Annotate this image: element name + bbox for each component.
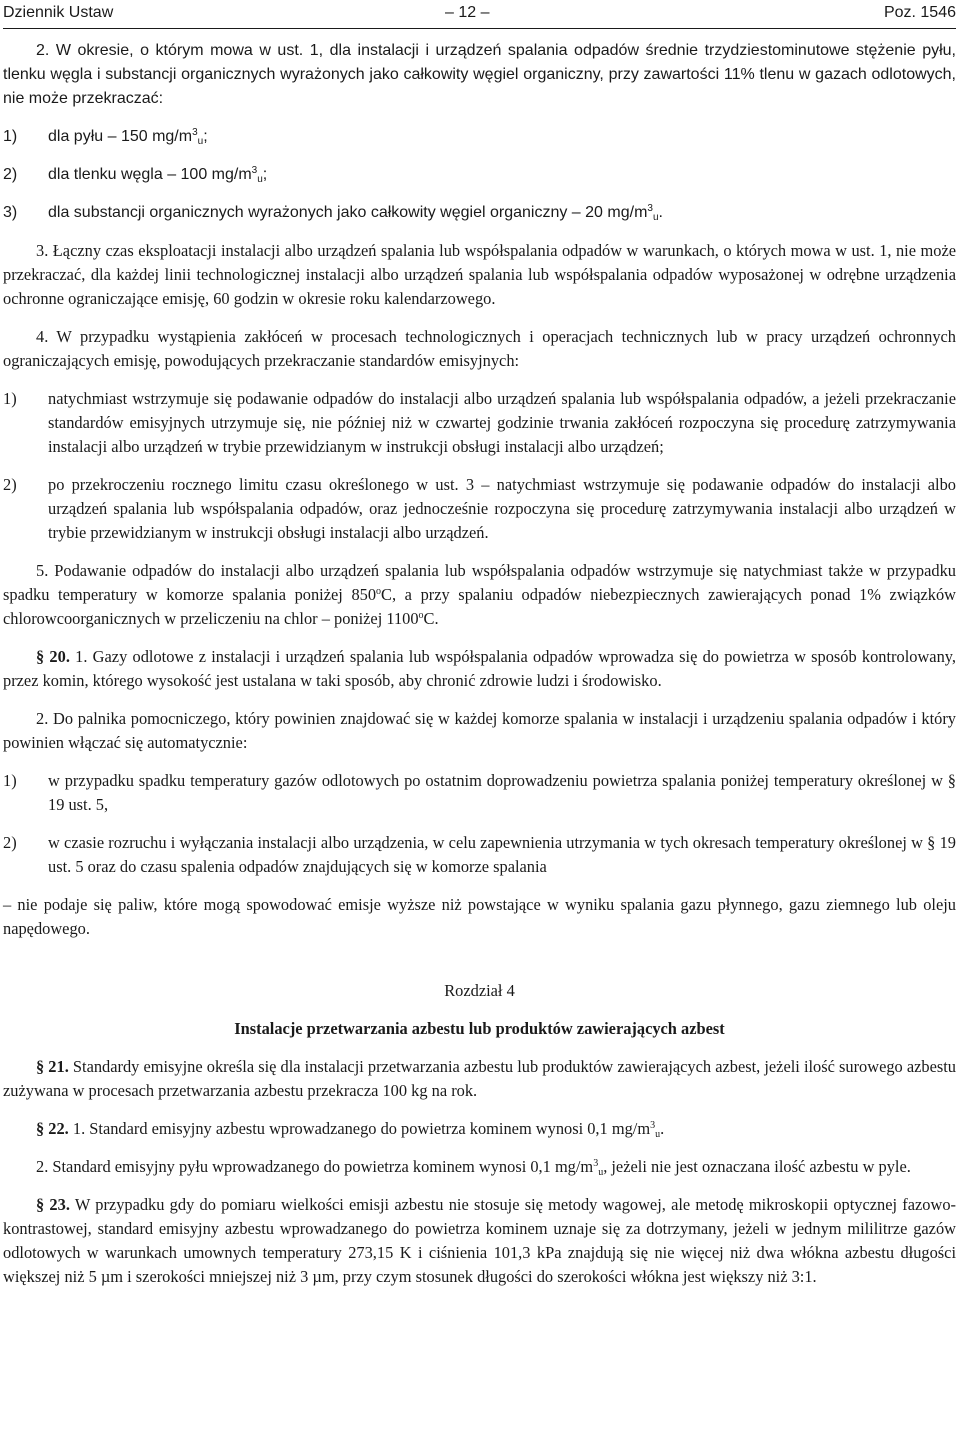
section-22-paragraph-2: 2. Standard emisyjny pyłu wprowadzanego do powietrza kominem wynosi 0,1 $mg/m^3_u$, jeżeli nie jest oznaczana ilość azbestu w pyle. bbox=[36, 1157, 911, 1178]
section-number: § 20. bbox=[36, 647, 70, 666]
list-item: 3) dla substancji organicznych wyrażonych jako całkowity węgiel organiczny – 20 $mg/m^3_u$. bbox=[3, 203, 663, 223]
section-21: § 21. Standardy emisyjne określa się dla instalacji przetwarzania azbestu lub produktów zawierających azbest, jeżeli ilość surowego azbestu zużywana w procesach przetwarzania azbestu przekracza 100 kg na rok. bbox=[3, 1057, 957, 1100]
paragraph-19-3: 3. Łączny czas eksploatacji instalacji albo urządzeń spalania lub współspalania odpadów w warunkach, o których mowa w ust. 1, nie może przekraczać, dla każdej linii technologicznej instalacji albo urządzeń spalania lub współspalania odpadów wyposażonej w odrębne urządzenia ochronne ograniczające emisję, 60 godzin w okresie roku kalendarzowego. bbox=[3, 241, 956, 308]
list-item: 1) w przypadku spadku temperatury gazów odlotowych po ostatnim doprowadzeniu powietrza spalania poniżej temperatury określonej w § 19 ust. 5, bbox=[3, 771, 956, 814]
paragraph-19-2: 2. W okresie, o którym mowa w ust. 1, dla instalacji i urządzeń spalania odpadów średnie trzydziestominutowe stężenie pyłu, tlenku węgla i substancji organicznych wyrażonych jako całkowity węgiel organiczny, przy zawartości 11% tlenu w gazach odlotowych, nie może przekraczać: bbox=[3, 42, 956, 107]
page-header bbox=[3, 1, 956, 25]
paragraph-19-5: 5. Podawanie odpadów do instalacji albo urządzeń spalania lub współspalania odpadów wstrzymuje się natychmiast także w przypadku spadku temperatury w komorze spalania poniżej 850$^o$C, a przy spalaniu odpadów niebezpiecznych zawierających ponad 1% związków chlorowcoorganicznych w przeliczeniu na chlor – poniżej 1100$^o$C. bbox=[3, 561, 956, 628]
chapter-label: Rozdział 4 bbox=[444, 981, 515, 1000]
section-23: § 23. W przypadku gdy do pomiaru wielkości emisji azbestu nie stosuje się metody wagowej, ale metodę mikroskopii optycznej fazowo-kontrastowej, standard emisyjny azbestu wprowadzanego do powietrza kominem uznaje się za dotrzymany, jeżeli w jednym mililitrze gazów odlotowych w warunkach umownych temperatury 273,15 K i ciśnienia 101,3 kPa znajdują się nie więcej niż dwa włókna azbestu długości większej niż 5 µm i szerokości mniejszej niż 3 µm, przy czym stosunek długości do szerokości włókna jest większy niż 3:1. bbox=[3, 1195, 956, 1286]
list-item: 2) w czasie rozruchu i wyłączania instalacji albo urządzenia, w celu zapewnienia utrzymania w tych okresach temperatury określonej w § 19 ust. 5 oraz do czasu spalenia odpadów znajdujących się w komorze spalania bbox=[3, 833, 956, 876]
list-item: 2) dla tlenku węgla – 100 $mg/m^3_u$; bbox=[3, 165, 268, 185]
list-item: 1) dla pyłu – 150 $mg/m^3_u$; bbox=[3, 127, 208, 147]
document-page bbox=[3, 0, 956, 1289]
position-number: Poz. 1546 bbox=[883, 4, 956, 21]
chapter-title: Instalacje przetwarzania azbestu lub produktów zawierających azbest bbox=[234, 1019, 725, 1038]
section-number: § 22. bbox=[36, 1119, 69, 1138]
list-item: 1) natychmiast wstrzymuje się podawanie odpadów do instalacji albo urządzeń spalania lub współspalania odpadów, a jeżeli przekraczanie standardów emisyjnych utrzymuje się, nie później niż w czwartej godzinie trwania zakłóceń rozpoczyna się procedurę zatrzymywania instalacji albo urządzeń w trybie przewidzianym w instrukcji obsługi instalacji albo urządzeń; bbox=[3, 389, 956, 456]
list-item: 2) po przekroczeniu rocznego limitu czasu określonego w ust. 3 – natychmiast wstrzymuje się podawanie odpadów do instalacji albo urządzeń spalania lub współspalania odpadów, oraz jednocześnie rozpoczyna się procedurę zatrzymywania instalacji albo urządzeń w trybie przewidzianym w instrukcji obsługi instalacji albo urządzeń. bbox=[3, 475, 956, 542]
section-number: § 23. bbox=[36, 1195, 70, 1214]
journal-title: Dziennik Ustaw bbox=[3, 4, 114, 21]
section-number: § 21. bbox=[36, 1057, 69, 1076]
paragraph-19-4: 4. W przypadku wystąpienia zakłóceń w procesach technologicznych i operacjach technicznych lub w pracy urządzeń ochronnych ograniczających emisję, powodujących przekraczanie standardów emisyjnych: bbox=[3, 327, 956, 370]
section-22-paragraph-1: § 22. 1. Standard emisyjny azbestu wprowadzanego do powietrza kominem wynosi 0,1 $mg/m^3_u$. bbox=[36, 1119, 665, 1140]
page-number: – 12 – bbox=[445, 4, 490, 21]
section-20-closing: – nie podaje się paliw, które mogą spowodować emisje wyższe niż powstające w wyniku spalania gazu płynnego, gazu ziemnego lub oleju napędowego. bbox=[3, 895, 956, 938]
section-20-paragraph-1: § 20. 1. Gazy odlotowe z instalacji i urządzeń spalania lub współspalania odpadów wprowadza się do powietrza w sposób kontrolowany, przez komin, którego wysokość jest ustalana w taki sposób, aby chronić zdrowie ludzi i środowisko. bbox=[3, 647, 956, 690]
section-20-paragraph-2: 2. Do palnika pomocniczego, który powinien znajdować się w każdej komorze spalania w instalacji i urządzeniu spalania odpadów i który powinien włączać się automatycznie: bbox=[3, 709, 956, 752]
